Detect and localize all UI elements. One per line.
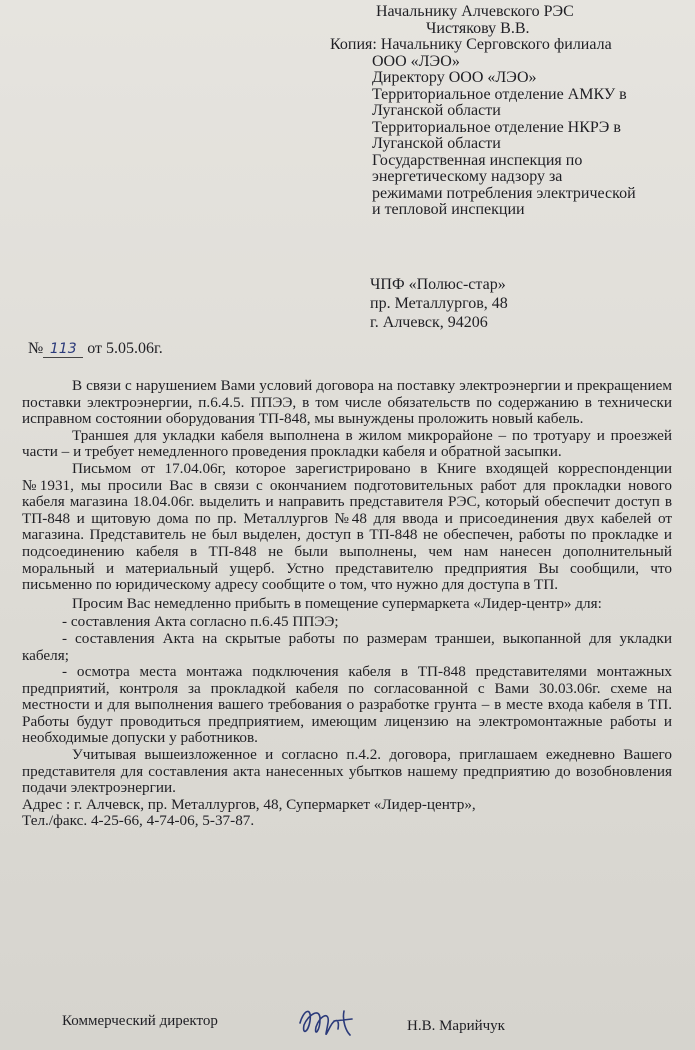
ref-date: от 5.05.06г. [87,340,163,357]
addressee-block [330,4,690,219]
addressee-line: энергетическому надзору за [372,168,563,185]
addressee-line: Директору ООО «ЛЭО» [372,69,537,86]
addressee-line: и тепловой инспекции [372,201,525,218]
addressee-line: Чистякову В.В. [426,19,530,37]
paragraph: Просим Вас немедленно прибыть в помещение супермаркета «Лидер-центр» для: [72,594,602,612]
closing-paragraph: Учитывая вышеизложенное и согласно п.4.2. договора, приглашаем ежедневно Вашего представителя для составления акта нанесенных убытков нашему предприятию до возобновления подачи электроэнергии. [22,746,672,797]
addressee-line: Территориальное отделение АМКУ в [372,85,627,103]
addressee-line: Территориальное отделение НКРЭ в [372,118,621,136]
sender-line: ЧПФ «Полюс-стар» [370,276,506,293]
handwritten-signature [294,1001,364,1041]
signature-line [62,1013,662,1043]
ref-number: 113 [43,341,83,358]
addressee-line: режимами потребления электрической [372,184,636,202]
addressee-line: Начальнику Алчевского РЭС [376,3,574,20]
addressee-line: Копия: Начальнику Серговского филиала [330,36,612,53]
paragraph: Траншея для укладки кабеля выполнена в жилом микрорайоне – по тротуару и проезжей части – и требует немедленного проведения прокладки кабеля и обратной засыпки. [22,426,672,461]
paragraph: В связи с нарушением Вами условий договора на поставку электроэнергии и прекращением поставки электроэнергии, п.6.4.5. ППЭЭ, в том числе обязательств по содержанию в технически исправном состоянии оборудования ТП-848, мы вынуждены проложить новый кабель. [22,377,672,428]
addressee-line: Государственная инспекция по [372,151,583,169]
reference-number [28,340,163,358]
signer-title: Коммерческий директор [62,1013,218,1029]
list-item: - составления Акта согласно п.6.45 ППЭЭ; [62,613,339,631]
addressee-line: ООО «ЛЭО» [372,52,460,70]
signer-name: Н.В. Марийчук [407,1018,505,1034]
sender-line: пр. Металлургов, 48 [370,295,508,312]
list-item: - осмотра места монтажа подключения кабеля в ТП-848 представителями монтажных предприятий, контроля за прокладкой кабеля по согласованной с Вами 30.03.06г. схеме на местности и для выполнения вашего требования о разработке грунта – в месте входа кабеля в ТП. Работы будут проводиться предприятием, имеющим лицензию на электромонтажные работы и необходимые допуски у работников. [22,663,672,747]
ref-prefix: № [28,340,44,357]
sender-block [370,275,670,332]
letter-body [22,378,672,830]
contact-phone: Тел./факс. 4-25-66, 4-74-06, 5-37-87. [22,812,255,830]
addressee-line: Луганской области [372,135,501,152]
contact-address: Адрес : г. Алчевск, пр. Металлургов, 48, Супермаркет «Лидер-центр», [22,795,476,813]
addressee-line: Луганской области [372,102,501,119]
sender-line: г. Алчевск, 94206 [370,314,488,331]
list-item: - составления Акта на скрытые работы по размерам траншеи, выкопанной для укладки кабеля; [22,629,672,664]
paragraph: Письмом от 17.04.06г, которое зарегистрировано в Книге входящей корреспонденции №1931, мы просили Вас в связи с окончанием подготовительных работ для прокладки нового кабеля магазина 18.04.06г. выделить и направить представителя РЭС, который обеспечит доступ в ТП-848 и щитовую дома по пр. Металлургов №48 для ввода и присоединения двух кабелей от магазина. Представитель не был выделен, доступ в ТП-848 не обеспечен, работы по прокладке и подсоединению кабеля в ТП-848 не были выполнены, чем нам нанесен дополнительный моральный и материальный ущерб. Устно представителю предприятия Вы сообщили, что письменно по юридическому адресу сообщите о том, что нужно для доступа в ТП. [22,459,672,594]
